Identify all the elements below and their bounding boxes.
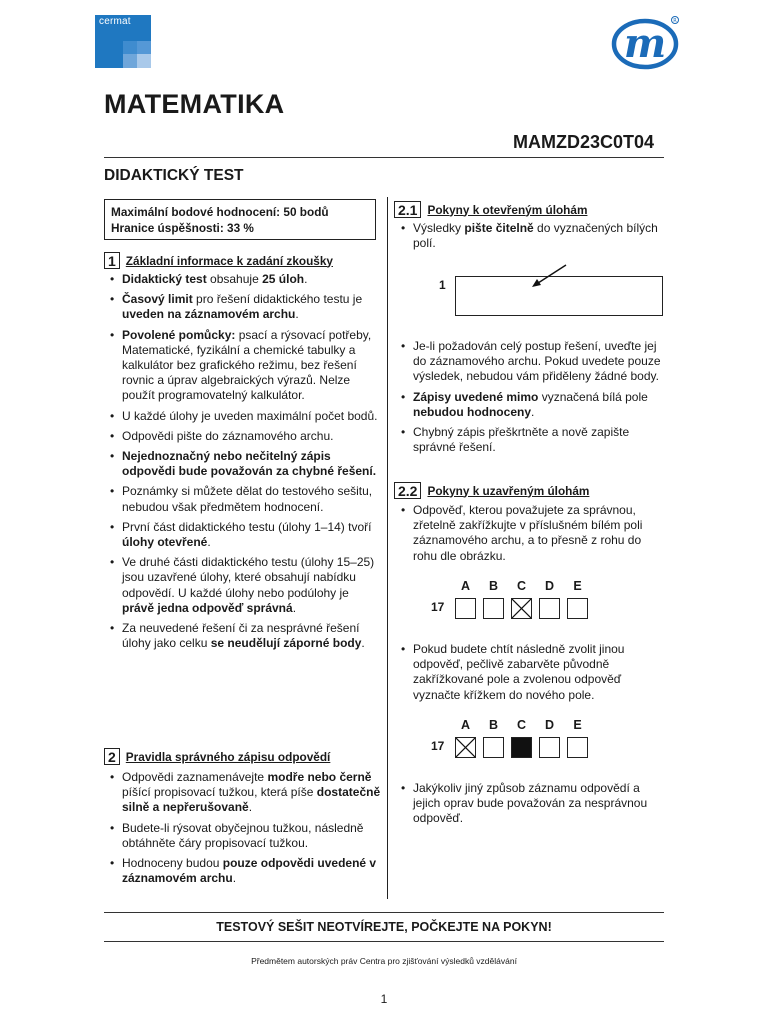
scoring-box (104, 199, 376, 240)
list-item: • Ve druhé části didaktického testu (úlohy 15–25) jsou uzavřené úlohy, které obsahují nabídku odpovědí. U každé úlohy nebo podúlohy je právě jedna odpověď správná. (109, 555, 381, 616)
option-letter: E (573, 579, 582, 593)
list-item: • Povolené pomůcky: psací a rýsovací potřeby, Matematické, fyzikální a chemické tabulky a kalkulátor bez grafického režimu, bez řešení rovnic a úprav algebraických výrazů. Nelze použít programovatelný kalkulátor. (109, 328, 381, 404)
list-item: • Zápisy uvedené mimo vyznačená bílá pole nebudou hodnoceny. (400, 390, 666, 420)
answer-row-example-1 (455, 598, 588, 619)
section-number: 2.2 (394, 482, 421, 499)
list-item: • Jakýkoliv jiný způsob záznamu odpovědí a jejich oprav bude považován za nesprávnou odpověď. (400, 781, 666, 827)
crossed-box (455, 737, 476, 758)
page-title: MATEMATIKA (104, 89, 285, 119)
section-heading: Pravidla správného zápisu odpovědí (125, 749, 331, 764)
option-letter: E (573, 718, 582, 732)
test-code: MAMZD23C0T04 (513, 132, 655, 152)
option-letter: C (516, 718, 527, 732)
threshold: Hranice úspěšnosti: 33 % (111, 221, 254, 235)
logo-text: cermat (99, 16, 131, 27)
option-letters (455, 718, 588, 732)
list-item: • Je-li požadován celý postup řešení, uveďte jej do záznamového archu. Pokud uvedete pouze výsledek, nebudou vám přiděleny žádné body. (400, 339, 666, 385)
list-item: • Odpovědi zaznamenávejte modře nebo černě píšící propisovací tužkou, která píše dostatečně silně a nepřerušovaně. (109, 770, 381, 816)
empty-box (455, 598, 476, 619)
m-logo-icon (610, 14, 682, 70)
list-item: • Pokud budete chtít následně zvolit jinou odpověď, pečlivě zabarvěte původně zakřížkované pole a zvolenou odpověď vyznačte křížkem do nového pole. (400, 642, 666, 703)
section-2-header (104, 748, 330, 765)
option-letters (455, 579, 588, 593)
empty-box (483, 737, 504, 758)
list-item: • Za neuvedené řešení či za nesprávné řešení úlohy jako celku se neudělují záporné body. (109, 621, 381, 651)
option-letter: A (460, 718, 471, 732)
section-number: 1 (104, 252, 120, 269)
list-item: • První část didaktického testu (úlohy 1–14) tvoří úlohy otevřené. (109, 520, 381, 550)
list-item: • Časový limit pro řešení didaktického testu je uveden na záznamovém archu. (109, 292, 381, 322)
copyright: Předmětem autorských práv Centra pro zjišťování výsledků vzdělávání (251, 956, 517, 966)
empty-box (483, 598, 504, 619)
list-item: • Výsledky pište čitelně do vyznačených bílých polí. (400, 221, 666, 251)
list-item: • Budete-li rýsovat obyčejnou tužkou, následně obtáhněte čáry propisovací tužkou. (109, 821, 381, 851)
svg-text:m: m (623, 20, 667, 67)
question-number: 17 (431, 739, 445, 753)
list-item: • Odpověď, kterou považujete za správnou, zřetelně zakřížkujte v příslušném bílém poli záznamového archu, a to přesně z rohu do rohu dle obrázku. (400, 503, 666, 564)
column-divider (387, 197, 388, 899)
question-number: 17 (431, 600, 445, 614)
example-number: 1 (439, 278, 446, 292)
section-2-2-final (400, 781, 666, 832)
empty-box (539, 598, 560, 619)
page-number: 1 (380, 992, 388, 1006)
test-subtitle: DIDAKTICKÝ TEST (104, 167, 244, 184)
option-letter: C (516, 579, 527, 593)
option-letter: D (544, 579, 555, 593)
section-2-list (109, 770, 381, 891)
cermat-logo (95, 15, 151, 68)
empty-box (539, 737, 560, 758)
section-2-2-intro (400, 503, 666, 569)
filled-box (511, 737, 532, 758)
list-item: • Chybný zápis přeškrtněte a nově zapište správné řešení. (400, 425, 666, 455)
list-item: • Poznámky si můžete dělat do testového sešitu, nebudou však předmětem hodnocení. (109, 484, 381, 514)
option-letter: B (488, 579, 499, 593)
section-heading: Pokyny k uzavřeným úlohám (427, 483, 590, 498)
section-heading: Pokyny k otevřeným úlohám (427, 202, 588, 217)
list-item: • Didaktický test obsahuje 25 úloh. (109, 272, 381, 287)
section-2-2-middle (400, 642, 666, 708)
list-item: • U každé úlohy je uveden maximální počet bodů. (109, 409, 381, 424)
crossed-box (511, 598, 532, 619)
notice: TESTOVÝ SEŠIT NEOTVÍREJTE, POČKEJTE NA POKYN! (216, 920, 552, 934)
section-number: 2.1 (394, 201, 421, 218)
list-item: • Nejednoznačný nebo nečitelný zápis odpovědi bude považován za chybné řešení. (109, 449, 381, 479)
empty-box (567, 598, 588, 619)
arrow-icon (526, 262, 570, 290)
list-item: • Odpovědi pište do záznamového archu. (109, 429, 381, 444)
section-2-2-header (394, 482, 589, 499)
section-2-1-intro (400, 221, 666, 256)
list-item: • Hodnoceny budou pouze odpovědi uvedené v záznamovém archu. (109, 856, 381, 886)
divider (104, 912, 664, 913)
divider (104, 157, 664, 158)
section-heading: Základní informace k zadání zkoušky (125, 253, 333, 268)
svg-text:R: R (673, 18, 677, 24)
answer-row-example-2 (455, 737, 588, 758)
section-2-1-list (400, 339, 666, 460)
empty-box (567, 737, 588, 758)
max-points: Maximální bodové hodnocení: 50 bodů (111, 205, 329, 219)
section-number: 2 (104, 748, 120, 765)
section-2-1-header (394, 201, 587, 218)
option-letter: B (488, 718, 499, 732)
option-letter: D (544, 718, 555, 732)
divider (104, 941, 664, 942)
section-1-header (104, 252, 333, 269)
section-1-list (109, 272, 381, 656)
option-letter: A (460, 579, 471, 593)
